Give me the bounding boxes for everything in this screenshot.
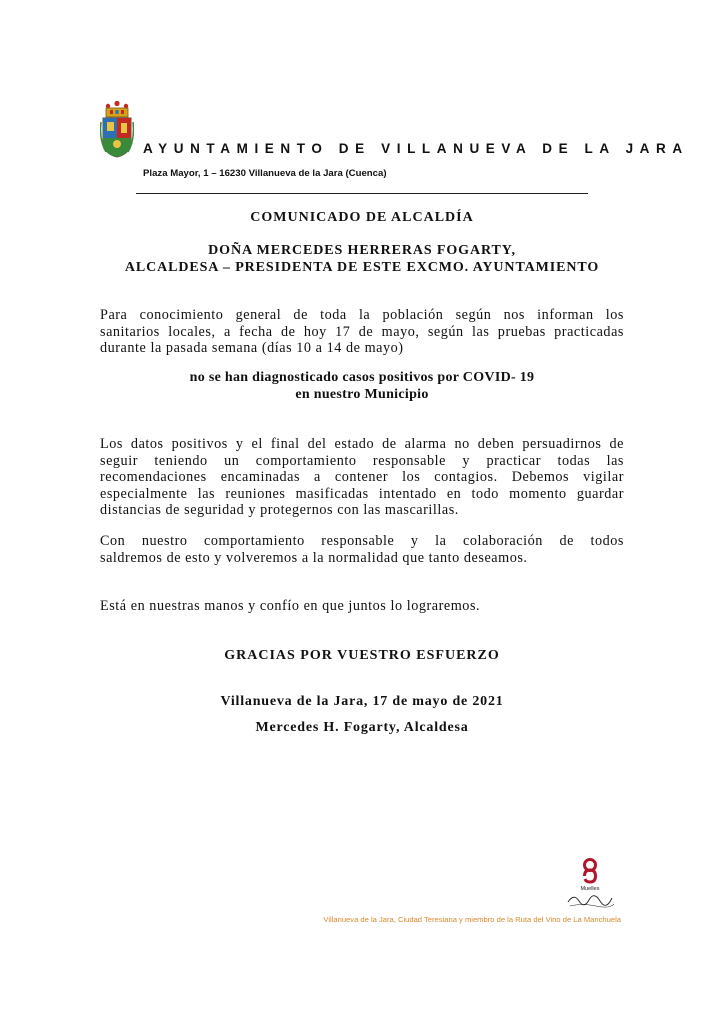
paragraph-closing: Está en nuestras manos y confío en que juntos lo lograremos. bbox=[100, 598, 481, 614]
author-name-line: DOÑA MERCEDES HERRERAS FOGARTY, bbox=[208, 243, 516, 258]
paragraph-intro bbox=[100, 307, 624, 357]
footer-tagline: Villanueva de la Jara, Ciudad Teresiana y miembro de la Ruta del Vino de La Manchuela bbox=[323, 915, 621, 924]
author-block bbox=[100, 243, 624, 276]
organization-name: AYUNTAMIENTO DE VILLANUEVA DE LA JARA bbox=[143, 141, 689, 156]
place-and-date: Villanueva de la Jara, 17 de mayo de 2021 bbox=[220, 694, 504, 709]
paragraph-collaboration bbox=[100, 533, 624, 566]
highlight-line: en nuestro Municipio bbox=[295, 386, 429, 402]
author-role-line: ALCALDESA – PRESIDENTA DE ESTE EXCMO. AYUNTAMIENTO bbox=[124, 259, 600, 275]
text-line: Para conocimiento general de toda la población según nos informan los bbox=[100, 307, 624, 323]
coat-of-arms-icon bbox=[100, 100, 134, 158]
text-line: saldremos de esto y volveremos a la normalidad que tanto deseamos. bbox=[100, 549, 528, 566]
text-line: especialmente las reuniones masificadas intentado en todo momento guardar bbox=[100, 485, 624, 502]
thanks-heading: GRACIAS POR VUESTRO ESFUERZO bbox=[224, 648, 500, 663]
document-title: COMUNICADO DE ALCALDÍA bbox=[250, 210, 474, 225]
highlight-line: no se han diagnosticado casos positivos por COVID- 19 bbox=[189, 370, 535, 385]
text-line: sanitarios locales, a fecha de hoy 17 de mayo, según las pruebas practicadas bbox=[100, 323, 624, 340]
signature-line: Mercedes H. Fogarty, Alcaldesa bbox=[255, 720, 469, 735]
header-divider bbox=[136, 193, 588, 194]
text-line: recomendaciones encaminadas a contener los contagios. Debemos vigilar bbox=[100, 469, 624, 485]
text-line: seguir teniendo un comportamiento responsable y practicar todas las bbox=[100, 452, 624, 469]
logo-caption: Muelles bbox=[580, 886, 600, 892]
text-line: Con nuestro comportamiento responsable y la colaboración de todos bbox=[100, 533, 624, 549]
organization-address: Plaza Mayor, 1 – 16230 Villanueva de la Jara (Cuenca) bbox=[143, 168, 387, 179]
winery-logo-icon bbox=[560, 856, 620, 914]
text-line: durante la pasada semana (días 10 a 14 de mayo) bbox=[100, 340, 404, 356]
paragraph-recommendations bbox=[100, 436, 624, 519]
text-line: Los datos positivos y el final del estado de alarma no deben persuadirnos de bbox=[100, 436, 624, 452]
highlight-statement bbox=[100, 370, 624, 403]
text-line: distancias de seguridad y protegernos con las mascarillas. bbox=[100, 502, 459, 518]
